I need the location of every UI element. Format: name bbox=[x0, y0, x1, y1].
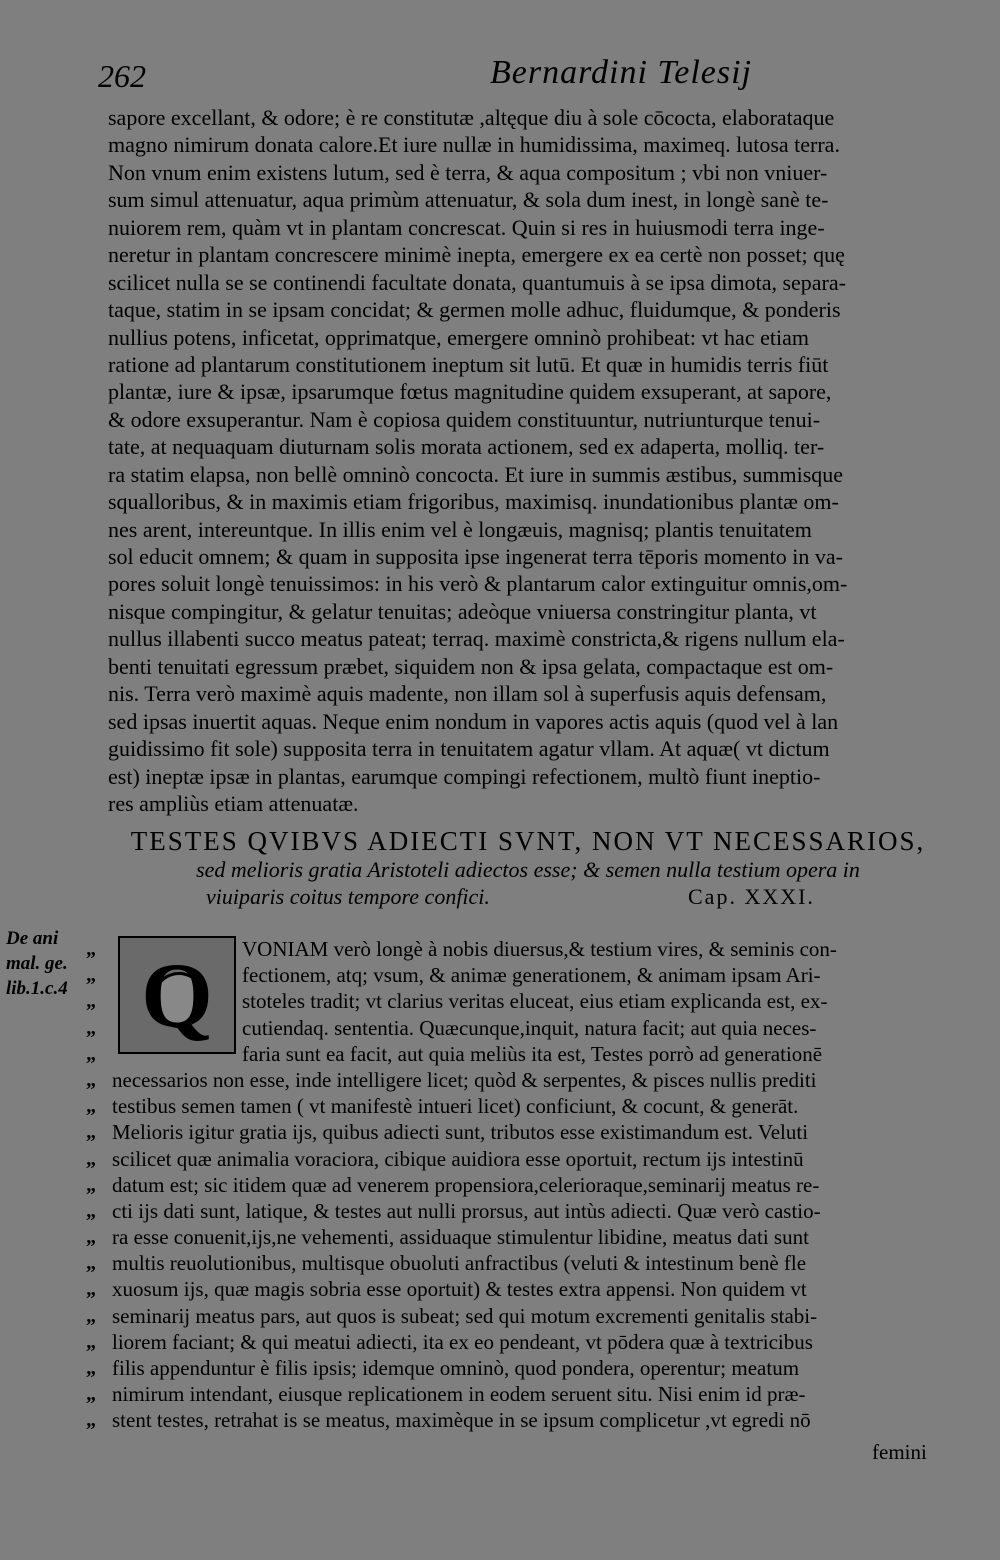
text-line: seminarij meatus pars, aut quos is subeat; sed qui motum excrementi genitalis stabi- bbox=[112, 1303, 818, 1328]
text-line: nullius potens, inficetat, opprimatque, emergere omninò prohibeat: vt hac etiam bbox=[108, 324, 809, 350]
quote-mark: „ bbox=[86, 1278, 96, 1301]
text-line: stoteles tradit; vt clarius veritas eluceat, eius etiam explicanda est, ex- bbox=[242, 989, 828, 1014]
quote-mark: „ bbox=[86, 1383, 96, 1406]
quote-mark: „ bbox=[86, 1330, 96, 1353]
chapter-title-line-1: TESTES QVIBVS ADIECTI SVNT, NON VT NECESSARIOS, bbox=[130, 826, 926, 856]
quote-mark: „ bbox=[86, 1147, 96, 1170]
chapter-title-line-2: sed melioris gratia Aristoteli adiectos esse; & semen nulla testium opera in bbox=[196, 857, 860, 882]
text-line: xuosum ijs, quæ magis sobria esse oportuit) & testes extra appensi. Non quidem vt bbox=[112, 1277, 807, 1302]
quote-mark: „ bbox=[86, 1226, 96, 1249]
text-line: pores soluit longè tenuissimos: in his verò & plantarum calor extinguitur omnis,om- bbox=[108, 571, 848, 597]
text-line: liorem faciant; & qui meatui adiecti, ita ex eo pendeant, vt pōdera quæ à textricibus bbox=[112, 1329, 813, 1354]
text-line: plantæ, iure & ipsæ, ipsarumque fœtus magnitudine quidem exsuperant, at sapore, bbox=[108, 379, 832, 405]
quote-mark: „ bbox=[86, 1409, 96, 1432]
text-line: necessarios non esse, inde intelligere licet; quòd & serpentes, & pisces nullis prediti bbox=[112, 1067, 817, 1092]
margin-note-line-1: De ani bbox=[6, 928, 59, 949]
chapter-title-line-3-text: viuiparis coitus tempore confici. bbox=[206, 884, 490, 909]
text-line: neretur in plantam concrescere minimè inepta, emergere ex ea certè non posset; quę bbox=[108, 242, 845, 268]
quote-mark: „ bbox=[86, 964, 96, 987]
paragraph-1 bbox=[108, 104, 948, 817]
margin-note bbox=[6, 926, 76, 1001]
text-line: nuiorem rem, quàm vt in plantam concrescat. Quin si res in huiusmodi terra inge- bbox=[108, 214, 825, 240]
text-line: nisque compingitur, & gelatur tenuitas; adeòque vniuersa constringitur planta, vt bbox=[108, 598, 817, 624]
text-line: sapore excellant, & odore; è re constitutæ ,altęque diu à sole cōcocta, elaborataque bbox=[108, 105, 835, 130]
quote-mark: „ bbox=[86, 1095, 96, 1118]
text-line: & odore exsuperantur. Nam è copiosa quidem constituuntur, nutriunturque tenui- bbox=[108, 406, 821, 432]
text-line: scilicet quæ animalia voraciora, cibique auidiora esse oportuit, rectum ijs intestinū bbox=[112, 1146, 804, 1171]
quote-mark: „ bbox=[86, 1252, 96, 1275]
text-line: cti ijs dati sunt, latique, & testes aut nulli prorsus, aut intùs adiecti. Quæ verò castio- bbox=[112, 1198, 821, 1223]
quote-mark: „ bbox=[86, 1121, 96, 1144]
catchword: femini bbox=[872, 1440, 927, 1464]
text-line: nullus illabenti succo meatus pateat; terraq. maximè constricta,& rigens nullum ela- bbox=[108, 626, 845, 652]
quote-mark: „ bbox=[86, 938, 96, 960]
text-line: ratione ad plantarum constitutionem ineptum sit lutū. Et quæ in humidis terris fiūt bbox=[108, 351, 829, 377]
text-line: testibus semen tamen ( vt manifestè intueri licet) conficiunt, & cocunt, & generāt. bbox=[112, 1094, 799, 1119]
margin-note-line-3: lib.1.c.4 bbox=[6, 978, 68, 999]
text-line: nimirum intendant, eiusque replicationem in eodem seruent situ. Nisi enim id præ- bbox=[112, 1382, 806, 1407]
page-number: 262 bbox=[98, 58, 146, 94]
running-head: Bernardini Telesij bbox=[490, 54, 752, 91]
chapter-number: Cap. XXXI. bbox=[688, 884, 815, 909]
quote-mark: „ bbox=[86, 1304, 96, 1327]
text-line: sed ipsas inuertit aquas. Neque enim nondum in vapores actis aquis (quod vel à lan bbox=[108, 708, 839, 734]
quotation-marks-column bbox=[86, 936, 106, 1434]
quote-mark: „ bbox=[86, 990, 96, 1013]
text-line: est) ineptæ ipsæ in plantas, earumque compingi refectionem, multò fiunt ineptio- bbox=[108, 763, 821, 789]
text-line: res ampliùs etiam attenuatæ. bbox=[108, 790, 359, 816]
text-line: multis reuolutionibus, multisque obuoluti anfractibus (veluti & intestinum benè fle bbox=[112, 1251, 807, 1276]
text-line: VONIAM verò longè à nobis diuersus,& testium vires, & seminis con- bbox=[242, 937, 837, 961]
quote-mark: „ bbox=[86, 1357, 96, 1379]
text-line: scilicet nulla se se continendi facultate donata, quantumuis à se ipsa dimota, separa- bbox=[108, 269, 846, 295]
chapter-title-line-3 bbox=[108, 883, 948, 910]
chapter-heading bbox=[108, 826, 948, 910]
quote-mark: „ bbox=[86, 1199, 96, 1222]
text-line: magno nimirum donata calore.Et iure nullæ in humidissima, maximeq. lutosa terra. bbox=[108, 132, 840, 158]
text-line: nes arent, intereuntque. In illis enim vel è longæuis, magnisq; plantis tenuitatem bbox=[108, 516, 812, 542]
text-line: tate, at nequaquam diuturnam solis morata actionem, sed ex adaperta, molliq. ter- bbox=[108, 434, 825, 460]
text-line: squalloribus, & in maximis etiam frigoribus, maximisq. inundationibus plantæ om- bbox=[108, 489, 839, 515]
paragraph-2 bbox=[112, 936, 952, 1434]
quote-mark: „ bbox=[86, 1016, 96, 1039]
text-line: ra statim elapsa, non bellè omninò concocta. Et iure in summis æstibus, summisque bbox=[108, 461, 844, 487]
text-line: benti tenuitati egressum præbet, siquidem non & ipsa gelata, compactaque est om- bbox=[108, 653, 834, 679]
text-line: cutiendaq. sententia. Quæcunque,inquit, natura facit; aut quia neces- bbox=[242, 1015, 817, 1040]
quote-mark: „ bbox=[86, 1042, 96, 1065]
text-line: sum simul attenuatur, aqua primùm attenuatur, & sola dum inest, in longè sanè te- bbox=[108, 187, 829, 213]
margin-note-line-2: mal. ge. bbox=[6, 953, 68, 974]
text-line: filis appenduntur è filis ipsis; idemque omninò, quod pondera, operentur; meatum bbox=[112, 1356, 800, 1380]
text-line: Non vnum enim existens lutum, sed è terra, & aqua compositum ; vbi non vniuer- bbox=[108, 159, 828, 185]
text-line: faria sunt ea facit, aut quia meliùs ita est, Testes porrò ad generationē bbox=[242, 1041, 823, 1066]
text-line: fectionem, atq; vsum, & animæ generationem, & animam ipsam Ari- bbox=[242, 963, 821, 988]
text-line: stent testes, retrahat is se meatus, maximèque in se ipsum complicetur ,vt egredi nō bbox=[112, 1408, 811, 1433]
text-line: guidissimo fit sole) supposita terra in tenuitatem agatur vllam. At aquæ( vt dictum bbox=[108, 736, 830, 762]
text-line: nis. Terra verò maximè aquis madente, non illam sol à superfusis aquis defensam, bbox=[108, 681, 827, 707]
text-line: sol educit omnem; & quam in supposita ipse ingenerat terra tēporis momento in va- bbox=[108, 544, 844, 569]
text-line: taque, statim in se ipsam concidat; & germen molle adhuc, fluidumque, & ponderis bbox=[108, 297, 841, 323]
initial-letter: Q bbox=[141, 944, 213, 1046]
text-line: datum est; sic itidem quæ ad venerem propensiora,celerioraque,seminarij meatus re- bbox=[112, 1172, 820, 1197]
quote-mark: „ bbox=[86, 1173, 96, 1196]
text-line: ra esse conuenit,ijs,ne vehementi, assiduaque stimulentur libidine, meatus dati sunt bbox=[112, 1225, 809, 1250]
quote-mark: „ bbox=[86, 1068, 96, 1091]
text-line: Melioris igitur gratia ijs, quibus adiecti sunt, tributos esse existimandum est. Veluti bbox=[112, 1120, 809, 1145]
